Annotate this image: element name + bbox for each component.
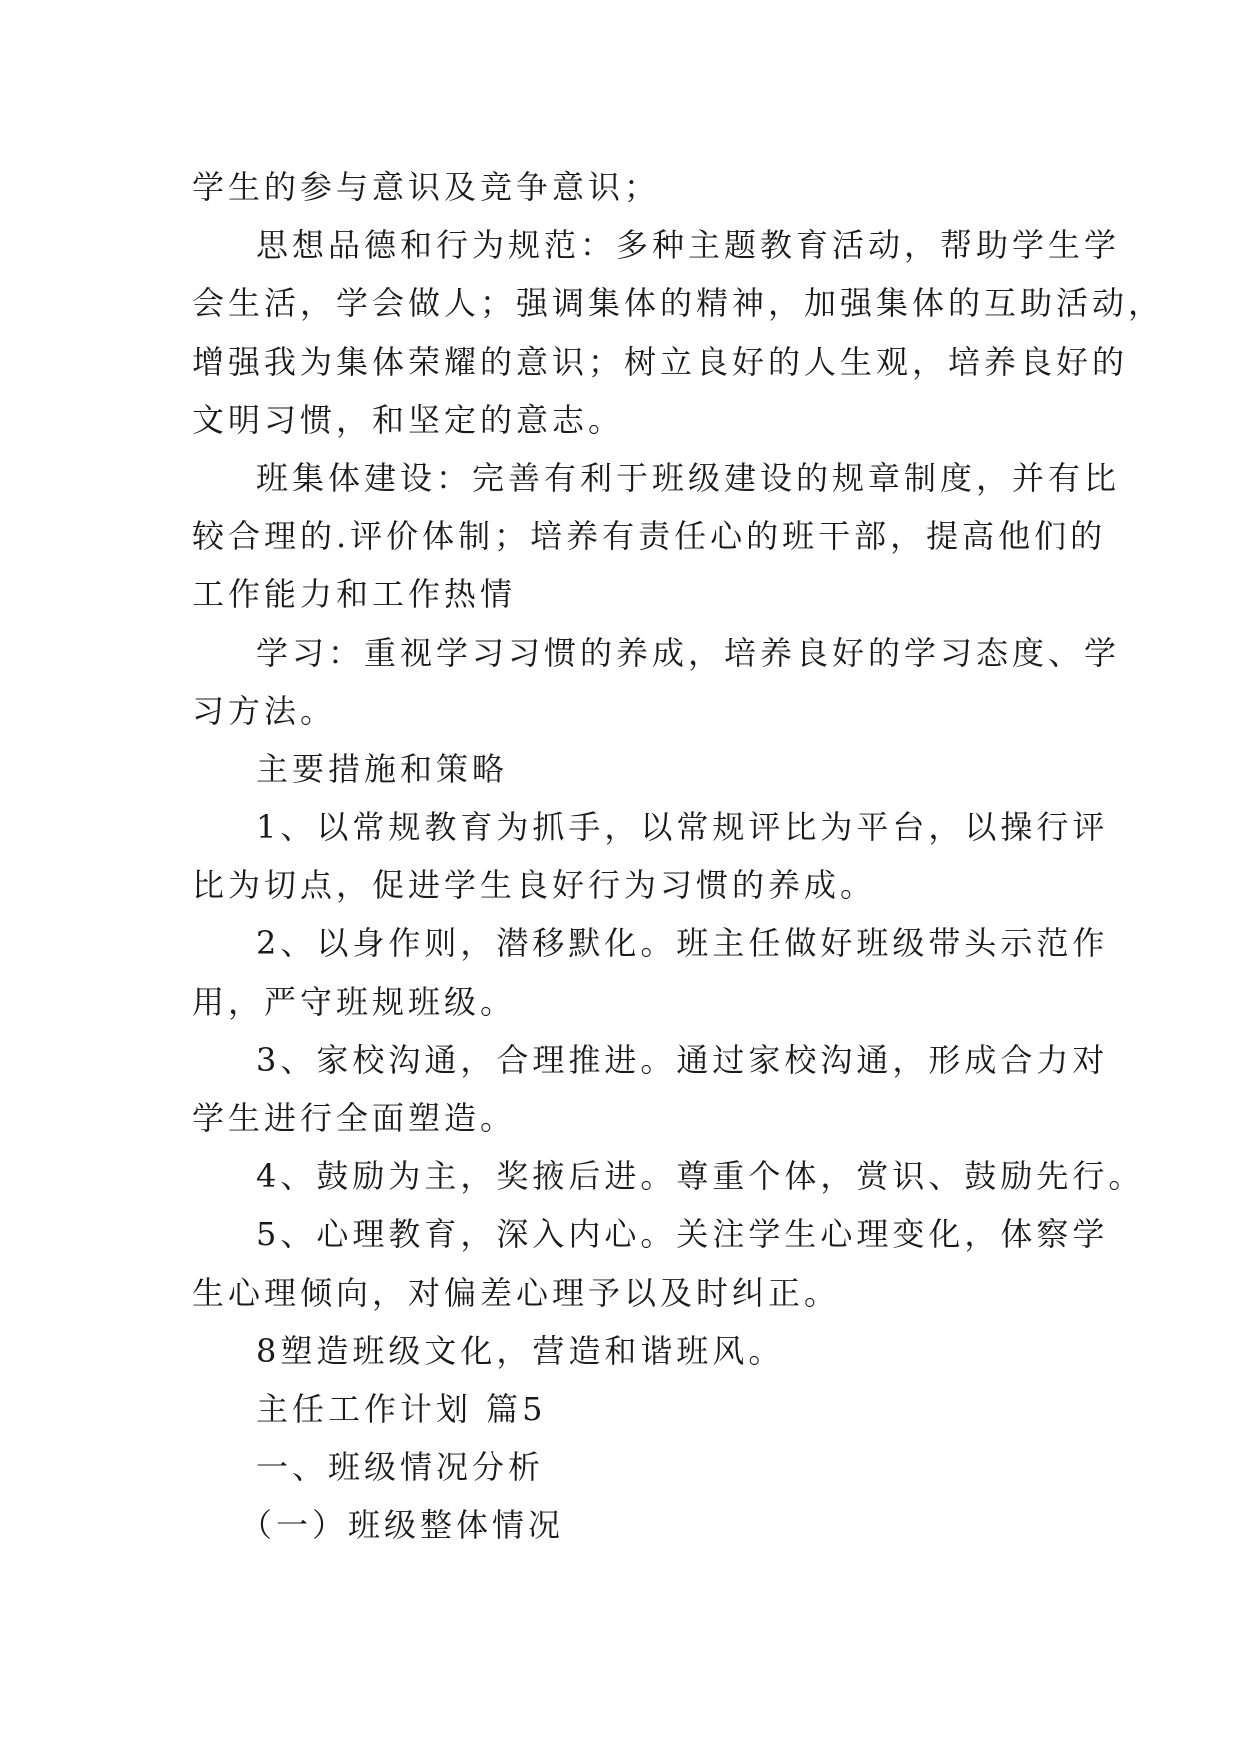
text-line: 思想品德和行为规范：多种主题教育活动，帮助学生学 — [256, 226, 1121, 265]
text-line: 2、以身作则，潜移默化。班主任做好班级带头示范作 — [256, 924, 1109, 963]
text-line: 会生活，学会做人；强调集体的精神，加强集体的互助活动， — [192, 284, 1165, 323]
text-line: 8塑造班级文化，营造和谐班风。 — [256, 1331, 785, 1370]
text-line: 班集体建设：完善有利于班级建设的规章制度，并有比 — [256, 458, 1121, 497]
text-line: 学习：重视学习习惯的养成，培养良好的学习态度、学 — [256, 633, 1121, 672]
text-line: 1、以常规教育为抓手，以常规评比为平台，以操行评 — [256, 808, 1109, 847]
text-line: 习方法。 — [192, 691, 337, 730]
section-heading: 主要措施和策略 — [256, 749, 509, 788]
text-line: 文明习惯，和坚定的意志。 — [192, 400, 625, 439]
text-line: 用，严守班规班级。 — [192, 982, 517, 1021]
section-heading: （一）班级整体情况 — [240, 1506, 565, 1545]
text-line: 学生的参与意识及竞争意识； — [192, 168, 661, 206]
text-line: 5、心理教育，深入内心。关注学生心理变化，体察学 — [256, 1215, 1109, 1254]
text-line: 工作能力和工作热情 — [192, 575, 517, 614]
text-line: 学生进行全面塑造。 — [192, 1099, 517, 1137]
text-line: 4、鼓励为主，奖掖后进。尊重个体，赏识、鼓励先行。 — [256, 1157, 1145, 1196]
text-line: 3、家校沟通，合理推进。通过家校沟通，形成合力对 — [256, 1040, 1109, 1079]
document-body — [192, 158, 1165, 1555]
section-heading: 一、班级情况分析 — [256, 1448, 545, 1487]
text-line: 生心理倾向，对偏差心理予以及时纠正。 — [192, 1273, 841, 1312]
text-line: 增强我为集体荣耀的意识；树立良好的人生观，培养良好的 — [192, 342, 1129, 381]
text-line: 较合理的.评价体制；培养有责任心的班干部，提高他们的 — [192, 517, 1107, 556]
text-line: 比为切点，促进学生良好行为习惯的养成。 — [192, 866, 877, 905]
section-heading: 主任工作计划 篇5 — [256, 1389, 547, 1428]
